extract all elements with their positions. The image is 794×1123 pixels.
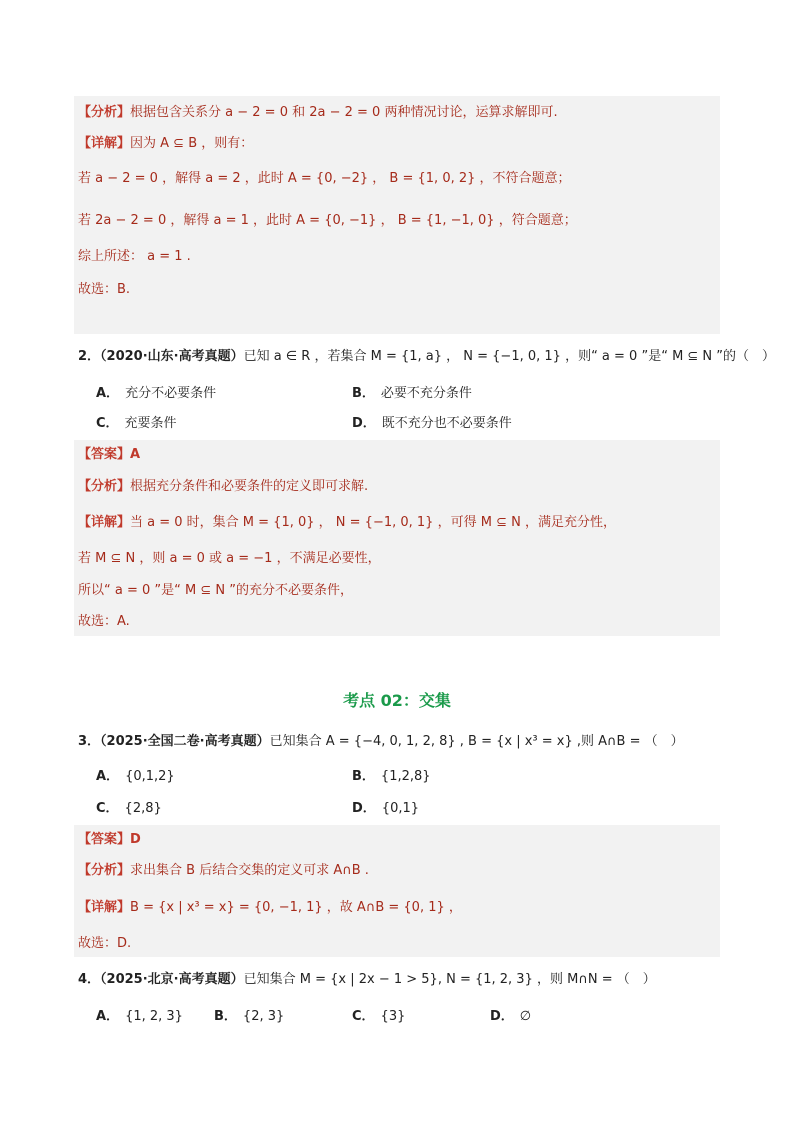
answer-tag: 【答案】: [78, 447, 131, 462]
analysis-text: 根据充分条件和必要条件的定义即可求解.: [130, 479, 369, 494]
option-key: B．: [214, 1009, 237, 1024]
analysis-line: [78, 104, 558, 122]
option-b[interactable]: [214, 1008, 284, 1026]
option-text: {1,2,8}: [380, 769, 431, 784]
detail-tag: 【详解】: [78, 515, 131, 530]
option-text: {0,1}: [381, 801, 420, 816]
solution-box-2: [74, 440, 720, 636]
question-text: 已知 a ∈ R ，若集合 M = {1, a} ， N = {−1, 0, 1} ，则“ a = 0 ”是“ M ⊆ N ”的（ ）: [243, 349, 776, 364]
option-key: C．: [352, 1009, 375, 1024]
analysis-text: 根据包含关系分 a − 2 = 0 和 2a − 2 = 0 两种情况讨论，运算求解即可.: [130, 105, 558, 120]
option-d[interactable]: [490, 1008, 531, 1026]
choice-line: 故选：B.: [78, 282, 131, 297]
option-text: {1, 2, 3}: [125, 1009, 183, 1024]
question-text: 已知集合 M = {x | 2x − 1 > 5}, N = {1, 2, 3} ，则 M∩N = （ ）: [243, 972, 656, 987]
option-text: 充分不必要条件: [125, 386, 217, 401]
option-text: ∅: [519, 1009, 532, 1024]
detail-text: 当 a = 0 时，集合 M = {1, 0} ， N = {−1, 0, 1} ，可得 M ⊆ N ，满足充分性，: [130, 515, 616, 530]
option-key: C．: [96, 416, 119, 431]
detail-line-3: 所以“ a = 0 ”是“ M ⊆ N ”的充分不必要条件，: [78, 583, 353, 598]
option-a[interactable]: [96, 385, 216, 403]
option-key: A．: [96, 386, 120, 401]
section-title: 考点 02：交集: [343, 691, 451, 710]
option-key: D．: [352, 416, 376, 431]
option-d[interactable]: [352, 415, 512, 433]
question-text: 已知集合 A = {−4, 0, 1, 2, 8} , B = {x | x³ = x} ,则 A∩B = （ ）: [269, 734, 684, 749]
analysis-line: [78, 478, 368, 496]
question-3-stem: [78, 733, 684, 751]
question-source: （2025·全国二卷·高考真题）: [100, 734, 270, 749]
option-c[interactable]: [96, 800, 162, 818]
analysis-text: 求出集合 B 后结合交集的定义可求 A∩B .: [130, 863, 369, 878]
question-number: 2．: [78, 349, 101, 364]
answer-value: A: [130, 447, 141, 462]
option-text: 既不充分也不必要条件: [381, 416, 512, 431]
case1-line: 若 a − 2 = 0 ，解得 a = 2 ，此时 A = {0, −2} ， B = {1, 0, 2} ，不符合题意；: [78, 171, 571, 186]
question-source: （2020·山东·高考真题）: [100, 349, 244, 364]
question-number: 3．: [78, 734, 101, 749]
detail-line: [78, 135, 253, 153]
analysis-tag: 【分析】: [78, 863, 131, 878]
option-text: {2,8}: [124, 801, 162, 816]
answer-tag: 【答案】: [78, 832, 131, 847]
detail-line: [78, 899, 462, 917]
choice-line: 故选：D.: [78, 936, 132, 951]
solution-box-3: [74, 825, 720, 957]
question-number: 4．: [78, 972, 101, 987]
answer-value: D: [130, 832, 141, 847]
option-c[interactable]: [96, 415, 177, 433]
option-key: C．: [96, 801, 119, 816]
option-b[interactable]: [352, 385, 472, 403]
option-a[interactable]: [96, 768, 175, 786]
option-key: D．: [490, 1009, 514, 1024]
option-text: 必要不充分条件: [380, 386, 472, 401]
detail-text: B = {x | x³ = x} = {0, −1, 1} ，故 A∩B = {0, 1} ，: [130, 900, 462, 915]
question-4-stem: [78, 971, 656, 989]
option-c[interactable]: [352, 1008, 405, 1026]
question-source: （2025·北京·高考真题）: [100, 972, 244, 987]
detail-tag: 【详解】: [78, 900, 131, 915]
option-key: B．: [352, 386, 375, 401]
question-2-stem: [78, 348, 775, 366]
answer-line: [78, 831, 141, 849]
summary-line: 综上所述： a = 1 .: [78, 249, 191, 264]
answer-line: [78, 446, 140, 464]
option-text: {3}: [380, 1009, 406, 1024]
analysis-tag: 【分析】: [78, 479, 131, 494]
analysis-line: [78, 862, 369, 880]
detail-line: [78, 514, 616, 532]
option-key: A．: [96, 1009, 120, 1024]
choice-line: 故选：A.: [78, 614, 130, 629]
detail-tag: 【详解】: [78, 136, 131, 151]
analysis-tag: 【分析】: [78, 105, 131, 120]
detail-text: 因为 A ⊆ B ，则有：: [130, 136, 254, 151]
option-key: B．: [352, 769, 375, 784]
option-a[interactable]: [96, 1008, 183, 1026]
case2-line: 若 2a − 2 = 0 ，解得 a = 1 ，此时 A = {0, −1} ， B = {1, −1, 0} ，符合题意；: [78, 213, 577, 228]
option-key: D．: [352, 801, 376, 816]
option-b[interactable]: [352, 768, 431, 786]
option-text: 充要条件: [124, 416, 177, 431]
option-text: {2, 3}: [242, 1009, 285, 1024]
option-key: A．: [96, 769, 120, 784]
detail-line-2: 若 M ⊆ N ，则 a = 0 或 a = −1 ，不满足必要性，: [78, 551, 381, 566]
option-text: {0,1,2}: [125, 769, 175, 784]
option-d[interactable]: [352, 800, 419, 818]
